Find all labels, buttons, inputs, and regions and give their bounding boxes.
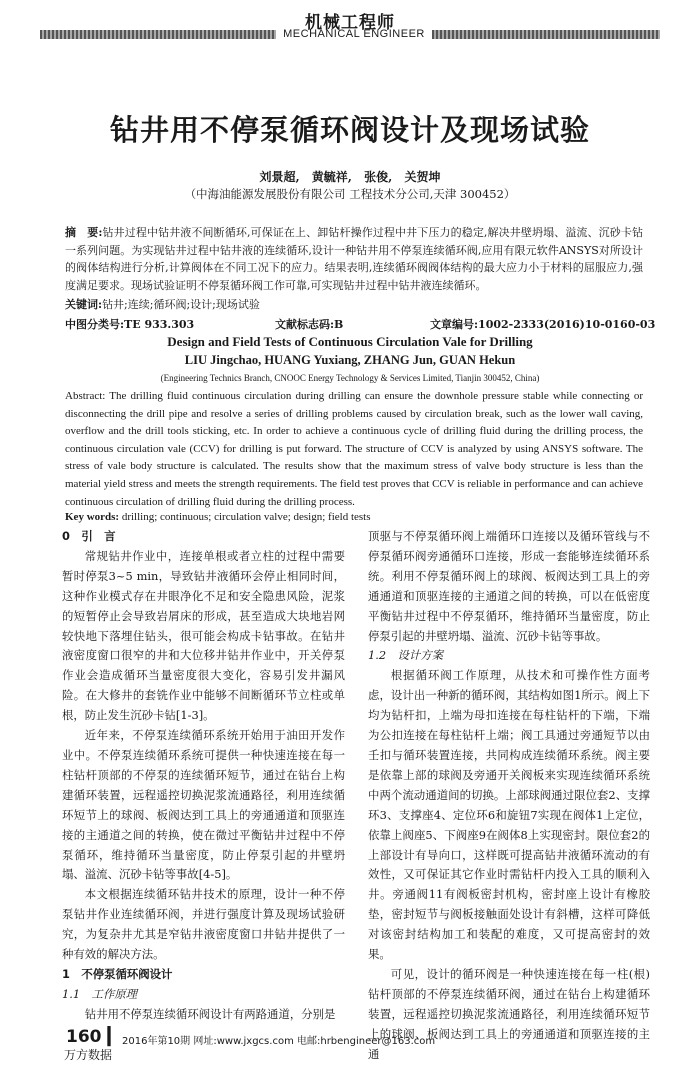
page-number [66,1027,121,1047]
keywords-cn-label: 关键词: [65,298,103,311]
paragraph-1: 常规钻井作业中，连接单根或者立柱的过程中需要暂时停泵3~5 min，导致钻井液循环会停止相同时间，这种作业模式存在井眼净化不足和安全隐患风险，泥浆的短暂停止会导致岩屑床的形成，甚至造成大块地岩网较快地下落埋住钻头，很可能会构成卡钻事故。在钻井液密度窗口很窄的井和大位移井钻井作业中，开关停泵作业会造成循环当量密度很大变化，容易引发井漏风险。在大修井的套铣作业中能够不间断循环节立柱或单根，防止发生沉砂卡钻[1-3]。 [62,548,345,723]
journal-title-cn: 机械工程师 [305,13,395,33]
paragraph-r1: 顶驱与不停泵循环阀上端循环口连接以及循环管线与不停泵循环阀旁通循环口连接，形成一套能够连续循环系统。利用不停泵循环阀上的球阀、板阀达到工具上的旁通通道和顶驱连接的主通道之间的转换，可以在低密度平衡钻井过程中不停泵循环，维持循环当量密度，防止停泵引起的井壁坍塌、溢流、沉砂卡钻等事故。 [368,529,650,643]
english-keywords-label: Key words: [65,511,120,523]
english-affiliation: (Engineering Technics Branch, CNOOC Energy Technology & Services Limited, Tianjin 300452, China) [160,373,540,383]
english-title: Design and Field Tests of Continuous Circulation Vale for Drilling [167,334,533,349]
paragraph-4: 钻井用不停泵连续循环阀设计有两路通道，分别是 [84,1006,336,1021]
page-number-value: 160 [66,1027,102,1047]
page-number-bar: ▎ [107,1027,121,1047]
paragraph-r3: 可见，设计的循环阀是一种快速连接在每一柱(根)钻杆顶部的不停泵连续循环阀，通过在钻台上构建循环装置，远程遥控切换泥浆流通路径，利用连续循环短节上的球阀、板阀达到工具上的旁通通道和顶驱连接的主通 [368,966,650,1061]
authors: 刘景超, 黄毓祥, 张俊, 关贺坤 [259,170,441,184]
abstract-cn [65,224,643,294]
subsection-heading-1-2: 1.2 设计方案 [368,648,444,663]
section-heading-1: 1 不停泵循环阀设计 [62,966,173,981]
english-authors: LIU Jingchao, HUANG Yuxiang, ZHANG Jun, GUAN Hekun [184,353,516,367]
header-band-right [432,30,660,39]
english-abstract-text: The drilling fluid continuous circulation during drilling can ensure the downhole pressure stable while connecting or disconnecting the drill pipe and resolve a series of drilling problems caused by circulation break, such as the lower wall caving, overflow and the drill tools sticking, etc. In order to achieve a continuous cycle of drilling fluid during the drilling process, the continuous circulation vale (CCV) for drilling is put forward. The structure of CCV is analyzed by using ANSYS software. The stress of vale body structure is calculated. The results show that the maximum stress of valve body structure is less than the material yield stress and meets the strength requirements. The field test proves that CCV is reliable in performance and can achieve continuous circulation of drilling fluid during the drilling process. [65,390,643,508]
header-band-left [40,30,276,39]
article-number: 文章编号:1002-2333(2016)10-0160-03 [430,318,656,331]
abstract-cn-text: 钻井过程中钻井液不间断循环,可保证在上、卸钻杆操作过程中井下压力的稳定,解决井壁坍塌、溢流、沉砂卡钻一系列问题。为实现钻井过程中钻井液的连续循环,设计一种钻井用不停泵连续循环阀,应用有限元软件ANSYS对所设计的阀体结构进行分析,计算阀体在不同工况下的应力。结果表明,连续循环阀阀体结构的最大应力小于材料的屈服应力,强度满足要求。现场试验证明不停泵循环阀工作可靠,可实现钻井过程中钻井液连续循环。 [65,226,643,292]
keywords-cn-text: 钻井;连续;循环阀;设计;现场试验 [102,298,260,311]
english-abstract [65,388,643,511]
body-right-column [368,527,650,1064]
journal-title-en: MECHANICAL ENGINEER [283,28,425,40]
article-title: 钻井用不停泵循环阀设计及现场试验 [109,113,590,147]
body-left-column [62,527,345,1025]
paragraph-r2: 根据循环阀工作原理，从技术和可操作性方面考虑，设计出一种新的循环阀，其结构如图1所示。阀上下均为钻杆扣，上端为母扣连接在每柱钻杆的下端，下端为公扣连接在每柱钻杆上端；阀工具通过旁通短节以由壬扣与循环装置连接，共同构成连续循环系统。阀主要是依靠上部的球阀及旁通开关阀板来实现连续循环系统中两个流动通道间的切换。上部球阀通过限位套2、支撑环3、支撑座4、定位环6和旋钮7实现在阀体1上定位，依靠上阀座5、下阀座9在阀体8上实现密封。限位套2的上部设计有导向口，这样既可提高钻井液循环流动的有效性，又可保证其它作业时需钻杆内投入工具的顺利入井。旁通阀11有阀板密封机构，密封座上设计有橡胶垫，密封短节与阀板接触面处设计有斜槽，这样可降低对该密封结构加工和装配的难度，又可提高密封的效果。 [368,668,650,962]
abstract-cn-label: 摘 要: [65,226,103,239]
keywords-cn [65,296,643,312]
section-heading-intro: 0 引 言 [62,529,116,543]
document-code: 文献标志码:B [275,318,344,331]
footer-info: 2016年第10期 网址:www.jxgcs.com 电邮:hrbengineer@163.com [122,1036,436,1047]
english-keywords-text: drilling; continuous; circulation valve; design; field tests [121,511,371,523]
affiliation: （中海油能源发展股份有限公司 工程技术分公司,天津 300452） [184,187,516,201]
clc-number: 中图分类号:TE 933.303 [65,318,195,331]
watermark: 万方数据 [64,1048,113,1062]
english-keywords [65,511,643,523]
subsection-heading-1-1: 1.1 工作原理 [62,986,138,1001]
paragraph-3: 本文根据连续循环钻井技术的原理，设计一种不停泵钻井作业连续循环阀，并进行强度计算及现场试验研究，为复杂井尤其是窄钻井液密度窗口井钻井提供了一种有效的解决方法。 [62,887,345,962]
english-abstract-label: Abstract: [65,390,106,402]
paragraph-2: 近年来，不停泵连续循环系统开始用于油田开发作业中。不停泵连续循环系统可提供一种快速连接在每一柱钻杆顶部的不停泵的连续循环短节，通过在钻台上构建循环装置，远程遥控切换泥浆流通路径，利用连续循环短节上的球阀、板阀达到工具上的旁通通道和顶驱连接的主通道之间的转换，使在微过平衡钻井过程中不停泵循环，维持循环当量密度，防止停泵引起的井壁坍塌、溢流、沉砂卡钻等事故[4-5]。 [62,728,345,882]
